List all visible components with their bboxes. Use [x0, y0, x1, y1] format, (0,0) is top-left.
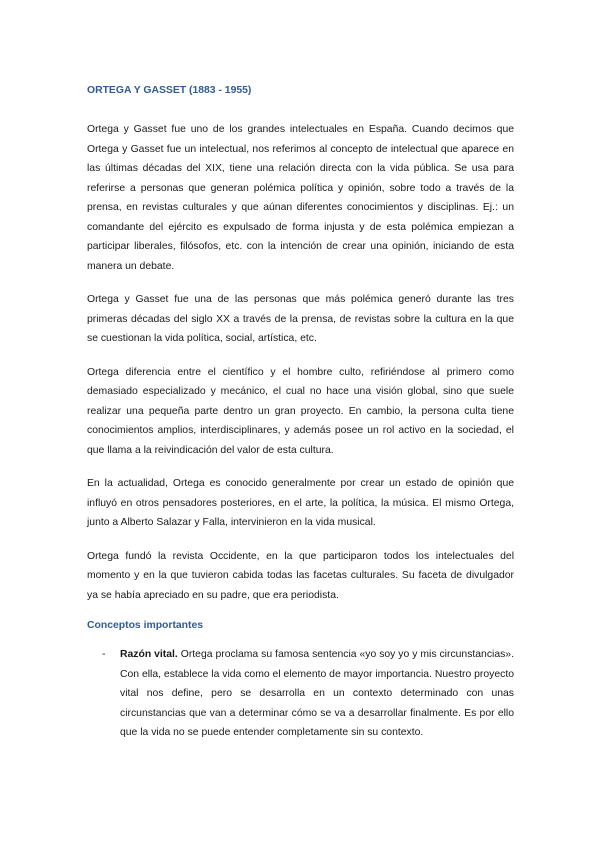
paragraph-polemic: Ortega y Gasset fue una de las personas que más polémica generó durante las tres primeras décadas del siglo XX a través de la prensa, de revistas sobre la cultura en la que se cuestionan la vida política, social, artística, etc.	[87, 294, 514, 344]
bullet-dash-icon: -	[102, 649, 106, 660]
paragraph-intellectual: Ortega y Gasset fue uno de los grandes intelectuales en España. Cuando decimos que Ortega y Gasset fue un intelectual, nos referimos al concepto de intelectual que aparece en las últimas décadas del XIX, tiene una relación directa con la vida pública. Se usa para referirse a personas que generan polémica política y opinión, sobre todo a través de la prensa, en revistas culturales y que aúnan diferentes conocimientos y disciplinas. Ej.: un comandante del ejército es expulsado de forma injusta y de esta polémica empiezan a participar liberales, filósofos, etc. con la intención de crear una opinión, iniciando de esta manera un debate.	[87, 124, 514, 272]
section-title-conceptos: Conceptos importantes	[87, 620, 204, 631]
paragraph-current-relevance: En la actualidad, Ortega es conocido generalmente por crear un estado de opinión que influyó en otros pensadores posteriores, en el arte, la política, la música. El mismo Ortega, junto a Alberto Salazar y Falla, intervinieron en la vida musical.	[87, 478, 514, 528]
document-title: ORTEGA Y GASSET (1883 - 1955)	[87, 85, 252, 96]
document-body	[87, 84, 514, 743]
concepts-list	[87, 645, 514, 743]
bullet-term: Razón vital.	[120, 649, 178, 660]
list-item-razon-vital	[87, 645, 514, 743]
bullet-text: Ortega proclama su famosa sentencia «yo soy yo y mis circunstancias». Con ella, establece la vida como el elemento de mayor importancia. Nuestro proyecto vital nos define, pero se desarrolla en un contexto determinado con unas circunstancias que van a determinar cómo se va a desarrollar finalmente. Es por ello que la vida no se puede entender completamente sin su contexto.	[120, 649, 514, 738]
paragraph-scientist-vs-cultured: Ortega diferencia entre el científico y el hombre culto, refiriéndose al primero como demasiado especializado y mecánico, el cual no hace una visión global, sino que suele realizar una pequeña parte dentro un gran proyecto. En cambio, la persona culta tiene conocimientos amplios, interdisciplinares, y además posee un rol activo en la sociedad, el que llama a la reivindicación del valor de esta cultura.	[87, 366, 514, 456]
paragraph-revista-occidente: Ortega fundó la revista Occidente, en la que participaron todos los intelectuales del momento y en la que tuvieron cabida todas las facetas culturales. Su faceta de divulgador ya se había apreciado en su padre, que era periodista.	[87, 550, 514, 601]
